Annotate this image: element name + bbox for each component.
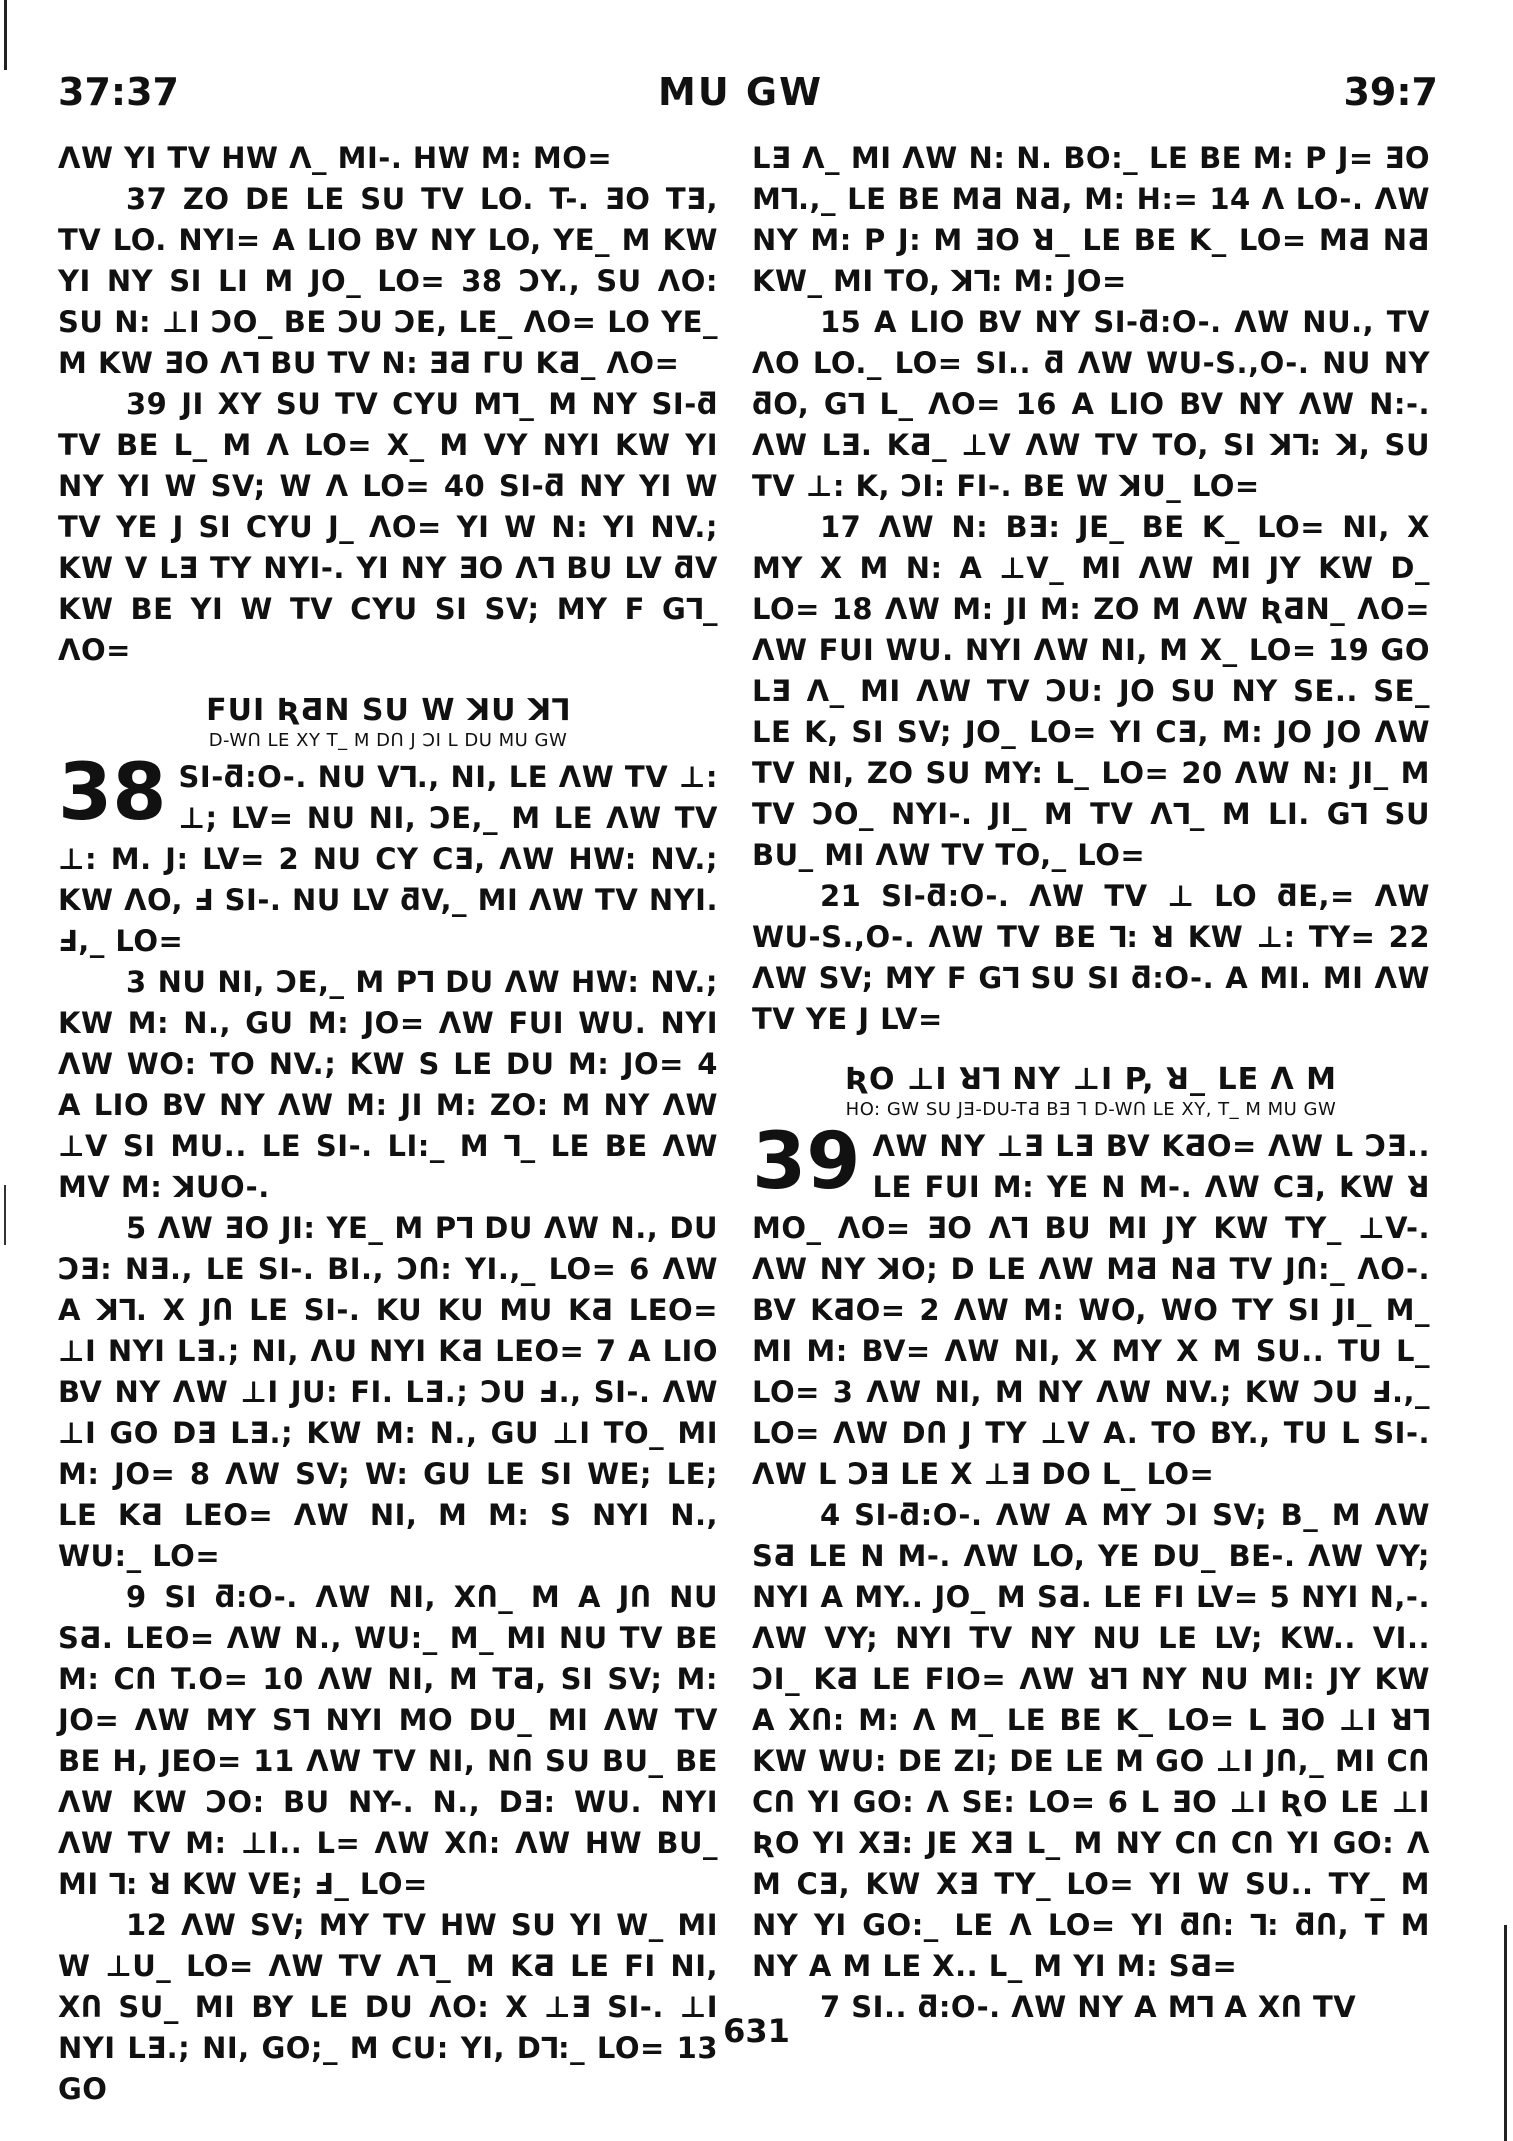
paragraph: 4 SI-ƌ:O-. ɅW A MY ƆI SV; B_ M ɅW SƋ LE N M-. ɅW LO, YE DU_ BE-. ɅW VY; NYI A MY.. JO_ M SƋ. LE FI LV= 5 NYI N,-. ɅW VY; NYI TV NY NU LE LV; KW.. VI.. ƆI_ KƋ LE FIO= ɅW ꓤ⅂ NY NU MI: JY KW A XՈ: M: Ʌ M_ LE BE K_ LO= L ƎO ⊥I ꓤ⅂ KW WU: DE ZI; DE LE M GO ⊥I JՈ,_ MI CՈ CՈ YI GO: Ʌ SE: LO= 6 L ƎO ⊥I ƦO LE ⊥I ƦO YI XƎ: JE XƎ L_ M NY CՈ CՈ YI GO: Ʌ M CƎ, KW XƎ TY_ LO= YI W SU.. TY_ M NY YI GO:_ LE Ʌ LO= YI ƌՈ: ⅂: ƌՈ, T M NY A M LE X.. L_ M YI M: SƋ=: [752, 1498, 1430, 1983]
left-block1: [58, 138, 718, 671]
paragraph: ɅW YI TV HW Ʌ_ MI-. HW M: MO=: [58, 141, 613, 175]
section-title: ƦO ⊥I ꓤ⅂ NY ⊥I P, ꓤ_ LE Ʌ M: [844, 1062, 1338, 1097]
section-subtitle: HO: GW SU JƎ-DU-TƋ BƎ ⅂ D-WՈ LE XY, T_ M MU GW: [845, 1099, 1337, 1120]
paragraph: SI-ƌ:O-. NU V⅂., NI, LE ɅW TV ⊥: ⊥; LV= NU NI, ƆE,_ M LE ɅW TV ⊥: M. J: LV= 2 NU CY CƎ, ɅW HW: NV.; KW ɅO, Ⅎ SI-. NU LV ƌV,_ MI ɅW TV NYI. Ⅎ,_ LO=: [58, 760, 718, 958]
paragraph: 12 ɅW SV; MY TV HW SU YI W_ MI W ⊥U_ LO= ɅW TV Ʌ⅂_ M KƋ LE FI NI, XՈ SU_ MI BY LE DU ɅO: X ⊥Ǝ SI-. ⊥I NYI LƎ.; NI, GO;_ M CU: YI, D⅂:_ LO= 13 GO: [58, 1908, 718, 2106]
paragraph: 9 SI ƌ:O-. ɅW NI, XՈ_ M A JՈ NU SƋ. LEO= ɅW N., WU:_ M_ MI NU TV BE M: CՈ T.O= 10 ɅW NI, M TƋ, SI SV; M: JO= ɅW MY S⅂ NYI MO DU_ MI ɅW TV BE H, JEO= 11 ɅW TV NI, NՈ SU BU_ BE ɅW KW ƆO: BU NY-. N., DƎ: WU. NYI ɅW TV M: ⊥I.. L= ɅW XՈ: ɅW HW BU_ MI ⅂: ꓤ KW VE; Ⅎ_ LO=: [58, 1580, 718, 1901]
paragraph: 3 NU NI, ƆE,_ M P⅂ DU ɅW HW: NV.; KW M: N., GU M: JO= ɅW FUI WU. NYI ɅW WO: TO NV.; KW S LE DU M: JO= 4 A LIO BV NY ɅW M: JI M: ZO: M NY ɅW ⊥V SI MU.. LE SI-. LI:_ M ⅂_ LE BE ɅW MV M: ꓘUO-.: [58, 965, 718, 1204]
header-left-reference: 37:37: [58, 70, 179, 114]
right-block1: [752, 138, 1430, 1040]
section-title: FUI ƦƋN SU W ꓘU ꓘ⅂: [206, 693, 570, 728]
page-number: 631: [723, 2012, 790, 2050]
chapter-number: 38: [58, 748, 167, 838]
paragraph: 39 JI XY SU TV CYU M⅂_ M NY SI-ƌ TV BE L_ M Ʌ LO= X_ M VY NYI KW YI NY YI W SV; W Ʌ LO= 40 SI-ƌ NY YI W TV YE J SI CYU J_ ɅO= YI W N: YI NV.; KW V LƎ TY NYI-. YI NY ƎO Ʌ⅂ BU LV ƌV KW BE YI W TV CYU SI SV; MY F G⅂_ ɅO=: [58, 387, 718, 667]
left-column: [58, 138, 718, 2110]
header-book-title: MU GW: [658, 70, 824, 114]
paragraph: 21 SI-ƌ:O-. ɅW TV ⊥ LO ƌE,= ɅW WU-S.,O-. ɅW TV BE ⅂: ꓤ KW ⊥: TY= 22 ɅW SV; MY F G⅂ SU SI ƌ:O-. A MI. MI ɅW TV YE J LV=: [752, 879, 1430, 1036]
paragraph: 37 ZO DE LE SU TV LO. T-. ƎO TƎ, TV LO. NYI= A LIO BV NY LO, YE_ M KW YI NY SI LI M JO_ LO= 38 ƆY., SU ɅO: SU N: ⊥I ƆO_ BE ƆU ƆE, LE_ ɅO= LO YE_ M KW ƎO Ʌ⅂ BU TV N: ƎƋ ᒥU KƋ_ ɅO=: [58, 182, 718, 380]
chapter-number: 39: [752, 1117, 861, 1207]
section-subtitle: D-WՈ LE XY T_ M DՈ J ƆI L DU MU GW: [208, 730, 568, 751]
running-header: [58, 70, 1438, 120]
chapter-38: [58, 748, 718, 2110]
page-edge-mark: [4, 1185, 6, 1245]
page-edge-left: [4, 0, 7, 70]
paragraph: 15 A LIO BV NY SI-ƌ:O-. ɅW NU., TV ɅO LO._ LO= SI.. ƌ ɅW WU-S.,O-. NU NY ƌO, G⅂ L_ ɅO= 16 A LIO BV NY ɅW N:-. ɅW LƎ. KƋ_ ⊥V ɅW TV TO, SI ꓘ⅂: ꓘ, SU TV ⊥: K, ƆI: FI-. BE W ꓘU_ LO=: [752, 305, 1430, 503]
paragraph: 7 SI.. ƌ:O-. ɅW NY A M⅂ A XՈ TV: [820, 1990, 1357, 2024]
paragraph: LƎ Ʌ_ MI ɅW N: N. BO:_ LE BE M: P J= ƎO M⅂.,_ LE BE MƋ NƋ, M: H:= 14 Ʌ LO-. ɅW NY M: P J: M ƎO ꓤ_ LE BE K_ LO= MƋ NƋ KW_ MI TO, ꓘ⅂: M: JO=: [752, 141, 1430, 298]
header-right-reference: 39:7: [1343, 70, 1438, 114]
right-column: [752, 138, 1430, 2028]
paragraph: 17 ɅW N: BƎ: JE_ BE K_ LO= NI, X MY X M N: A ⊥V_ MI ɅW MI JY KW D_ LO= 18 ɅW M: JI M: ZO M ɅW ƦƋN_ ɅO= ɅW FUI WU. NYI ɅW NI, M X_ LO= 19 GO LƎ Ʌ_ MI ɅW TV ƆU: JO SU NY SE.. SE_ LE K, SI SV; JO_ LO= YI CƎ, M: JO JO ɅW TV NI, ZO SU MY: L_ LO= 20 ɅW N: JI_ M TV ƆO_ NYI-. JI_ M TV Ʌ⅂_ M LI. G⅂ SU BU_ MI ɅW TV TO,_ LO=: [752, 510, 1430, 872]
paragraph: ɅW NY ⊥Ǝ LƎ BV KƋO= ɅW L ƆƎ.. LE FUI M: YE N M-. ɅW CƎ, KW ꓤ MO_ ɅO= ƎO Ʌ⅂ BU MI JY KW TY_ ⊥V-. ɅW NY ꓘO; D LE ɅW MƋ NƋ TV JՈ:_ ɅO-. BV KƋO= 2 ɅW M: WO, WO TY SI JI_ M_ MI M: BV= ɅW NI, X MY X M SU.. TU L_ LO= 3 ɅW NI, M NY ɅW NV.; KW ƆU Ⅎ.,_ LO= ɅW DՈ J TY ⊥V A. TO BY., TU L SI-. ɅW L ƆƎ LE X ⊥Ǝ DO L_ LO=: [752, 1129, 1430, 1491]
chapter-39: [752, 1117, 1430, 2028]
paragraph: 5 ɅW ƎO JI: YE_ M P⅂ DU ɅW N., DU ƆƎ: NƎ., LE SI-. BI., ƆՈ: YI.,_ LO= 6 ɅW A ꓘ⅂. X JՈ LE SI-. KU KU MU KƋ LEO= ⊥I NYI LƎ.; NI, ɅU NYI KƋ LEO= 7 A LIO BV NY ɅW ⊥I JU: FI. LƎ.; ƆU Ⅎ., SI-. ɅW ⊥I GO DƎ LƎ.; KW M: N., GU ⊥I TO_ MI M: JO= 8 ɅW SV; W: GU LE SI WE; LE; LE KƋ LEO= ɅW NI, M M: S NYI N., WU:_ LO=: [58, 1211, 718, 1573]
